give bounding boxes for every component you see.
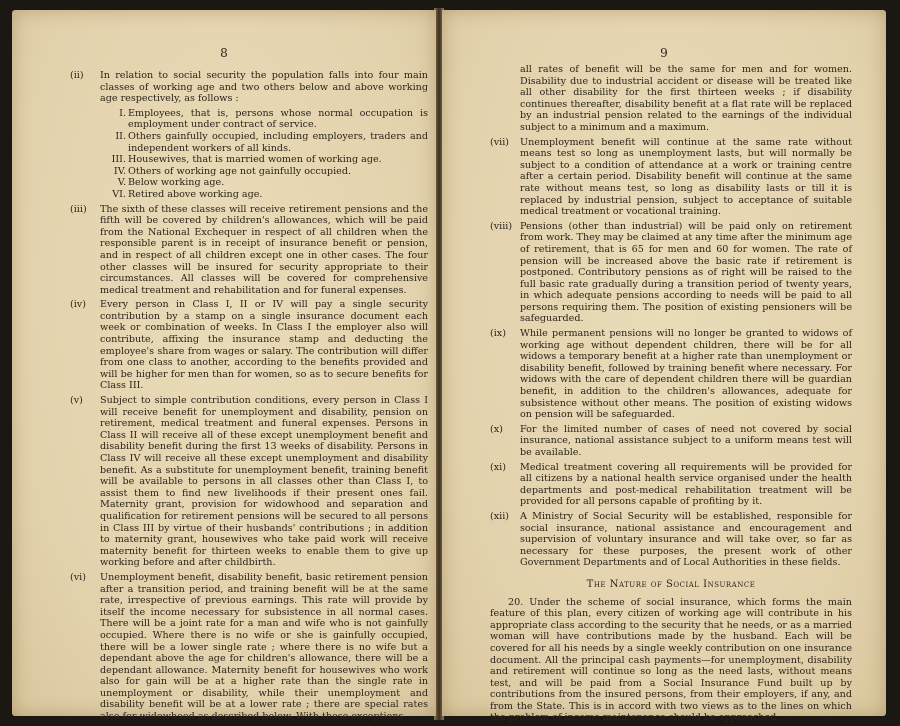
page-number-9: 9 (660, 46, 668, 60)
class-item: I. Employees, that is, persons whose normal occupation is employment under contract of service. (119, 107, 428, 131)
list-item-iv: (iv) Every person in Class I, II or IV will pay a single security contribution by a stamp on a single insurance document each week or combination of weeks. In Class I the employer also will contribute, affixing the insurance stamp and deducting the employee's share from wages or salary. The contribution will differ from one class to another, according to the benefits provided and will be higher for men than for women, so as to secure benefits for Class III. (70, 299, 428, 392)
item-number: (ii) (70, 70, 84, 81)
left-page-content (70, 70, 428, 726)
class-item: VI. Retired above working age. (112, 188, 263, 200)
list-item-ii (70, 70, 428, 105)
list-item-vii: (vii) Unemployment benefit will continue at the same rate without means test so long as unemployment lasts, but will normally be subject to a condition of attendance at a work or training centre after a certain period. Disability benefit will continue at the same rate without means test, so long as disability lasts or till it is replaced by industrial pension, subject to acceptance of suitable medical treatment or vocational training. (490, 136, 852, 218)
list-item-iii: (iii) The sixth of these classes will receive retirement pensions and the fifth will be covered by children's allowances, which will be paid from the National Exchequer in respect of all children when the responsible parent is in receipt of insurance benefit or pension, and in respect of all children except one in other cases. The four other classes will be insured for security appropriate to their circumstances. All classes will be covered for comprehensive medical treatment and rehabilitation and for funeral expenses. (70, 203, 428, 296)
class-item: V. Below working age. (117, 177, 225, 189)
section-heading: The Nature of Social Insurance (586, 578, 756, 590)
continuation-text: all rates of benefit will be the same for men and for women. Disability due to industrial accident or disease will be treated like all other disability for the first thirteen weeks ; if disability continues thereafter, disability benefit at a flat rate will be replaced by an industrial pension related to the earnings of the individual subject to a minimum and a maximum. (520, 64, 852, 133)
paragraph-20: 20. Under the scheme of social insurance, which forms the main feature of this plan, every citizen of working age will contribute in his appropriate class according to the security that he needs, or as a married woman will have contributions made by the husband. Each will be covered for all his needs by a single weekly contribution on one insurance document. All the principal cash payments—for unemployment, disability and retirement will continue so long as the need lasts, without means test, and will be paid from a Social Insurance Fund built up by contributions from the insured persons, from their employers, if any, and from the State. This is in accord with two views as to the lines on which the problem of income maintenance should be approached. (490, 596, 852, 724)
list-item-x: (x) For the limited number of cases of need not covered by social insurance, national assistance subject to a uniform means test will be available. (490, 423, 852, 458)
list-item-xii: (xii) A Ministry of Social Security will be established, responsible for social insurance, national assistance and encouragement and supervision of voluntary insurance and will take over, so far as necessary for these purposes, the present work of other Government Departments and of Local Authorities in these fields. (490, 510, 852, 569)
list-item-viii: (viii) Pensions (other than industrial) will be paid only on retirement from work. They may be claimed at any time after the minimum age of retirement, that is 65 for men and 60 for women. The rate of pension will be increased above the basic rate if retirement is postponed. Contributory pensions as of right will be raised to the full basic rate gradually during a transition period of twenty years, in which adequate pensions according to needs will be paid to all persons requiring them. The position of existing pensioners will be safeguarded. (490, 220, 852, 325)
page-number-8: 8 (220, 46, 228, 60)
list-item-vi: (vi) Unemployment benefit, disability benefit, basic retirement pension after a transition period, and training benefit will be at the same rate, irrespective of previous earnings. This rate will provide by itself the income necessary for subsistence in all normal cases. There will be a joint rate for a man and wife who is not gainfully occupied. Where there is no wife or she is gainfully occupied, there will be a lower single rate ; where there is no wife but a dependant above the age for children's allowance, there will be a dependant allowance. Maternity benefit for housewives who work also for gain will be at a higher rate than the single rate in unemployment or disability, while their unemployment and disability benefit will be at a lower rate ; there are special rates also for widowhood as described below. With these exceptions (70, 571, 428, 723)
class-item: III. Housewives, that is married women of working age. (111, 154, 382, 166)
class-item: II. Others gainfully occupied, including employers, traders and independent workers of all kinds. (115, 130, 428, 154)
right-page (442, 10, 886, 724)
class-item: IV. Others of working age not gainfully occupied. (113, 165, 352, 177)
list-item-ix: (ix) While permanent pensions will no longer be granted to widows of working age without dependent children, there will be for all widows a temporary benefit at a higher rate than unemployment or disability benefit, followed by training benefit where necessary. For widows with the care of dependent children there will be guardian benefit, in addition to the children's allowances, adequate for subsistence without other means. The position of existing widows on pension will be safeguarded. (490, 328, 852, 421)
list-item-xi: (xi) Medical treatment covering all requirements will be provided for all citizens by a national health service organised under the health departments and post-medical rehabilitation treatment will be provided for all persons capable of profiting by it. (490, 461, 852, 508)
list-item-v: (v) Subject to simple contribution conditions, every person in Class I will receive benefit for unemployment and disability, pension on retirement, medical treatment and funeral expenses. Persons in Class II will receive all of these except unemployment benefit and disability benefit during the first 13 weeks of disability. Persons in Class IV will receive all these except unemployment and disability benefit. As a substitute for unemployment benefit, training benefit will be available to persons in all classes other than Class I, to assist them to find new livelihoods if their present ones fail. Maternity grant, provision for widowhood and separation and qualification for retirement pensions will be secured to all persons in Class III by virtue of their husbands' contributions ; in addition to maternity grant, housewives who take paid work will receive maternity benefit for thirteen weeks to enable them to give up working before and after childbirth. (70, 395, 428, 569)
right-page-content (490, 64, 852, 724)
item-text: In relation to social security the population falls into four main classes of working age and two others below and above working age respectively, as follows : (100, 70, 428, 105)
left-page (12, 10, 436, 723)
